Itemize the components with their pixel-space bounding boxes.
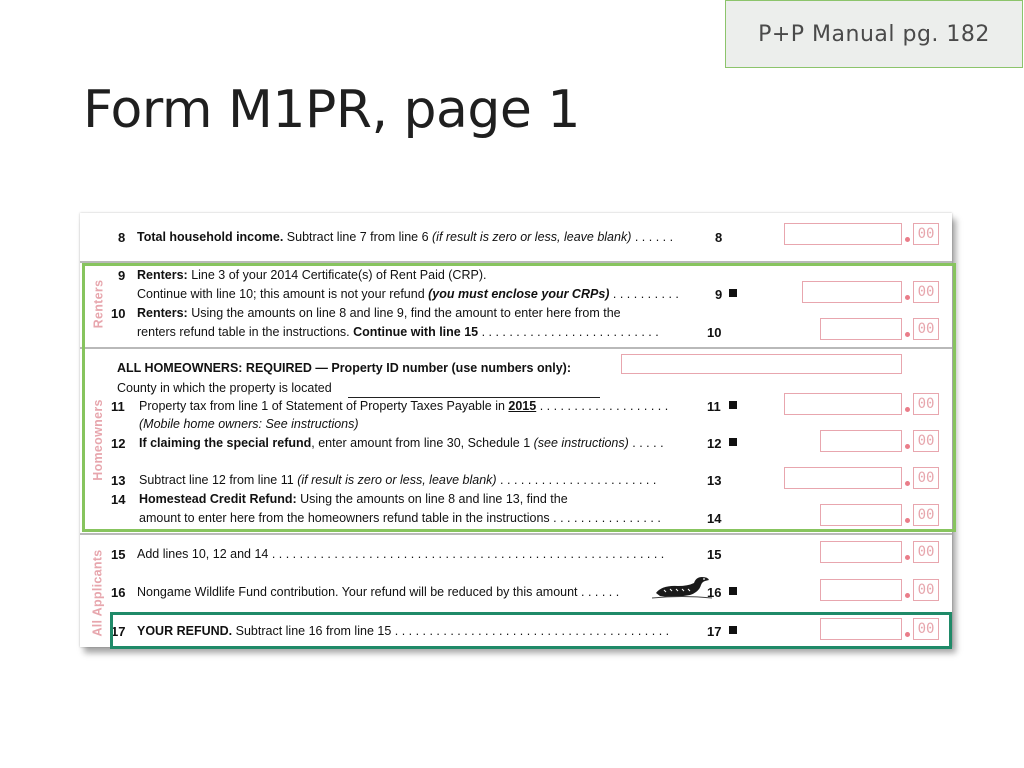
line-number: 17	[111, 624, 126, 639]
property-id-field[interactable]	[621, 354, 902, 374]
line-13-cents: 00	[913, 467, 939, 489]
line-10-text: Renters: Using the amounts on line 8 and line 9, find the amount to enter here from the	[137, 306, 621, 320]
line-ref-number: 16	[707, 585, 722, 600]
line-14-cents: 00	[913, 504, 939, 526]
slide-title: Form M1PR, page 1	[83, 80, 581, 140]
line-ref-number: 9	[715, 287, 723, 302]
line-ref-number: 15	[707, 547, 722, 562]
line-ref-number: 17	[707, 624, 722, 639]
line-13-text: Subtract line 12 from line 11 (if result is zero or less, leave blank) . . . . . . . . . . . . . . . . . . . . . . .	[139, 473, 657, 487]
decimal-point	[905, 555, 910, 560]
line-14-amount-field[interactable]	[820, 504, 902, 526]
decimal-point	[905, 444, 910, 449]
line-9-cents: 00	[913, 281, 939, 303]
line-13-amount-field[interactable]	[784, 467, 902, 489]
line-16-cents: 00	[913, 579, 939, 601]
line-16-text: Nongame Wildlife Fund contribution. Your refund will be reduced by this amount . . . . . .	[137, 585, 620, 599]
line-ref-number: 8	[715, 230, 723, 245]
line-number: 13	[111, 473, 126, 488]
line-ref-number: 14	[707, 511, 722, 526]
line-11-note: (Mobile home owners: See instructions)	[139, 417, 359, 431]
line-number: 14	[111, 492, 126, 507]
line-9-text: Renters: Line 3 of your 2014 Certificate(s) of Rent Paid (CRP).	[137, 268, 487, 282]
form-m1pr-excerpt	[80, 213, 952, 647]
section-divider	[80, 533, 952, 535]
line-number: 15	[111, 547, 126, 562]
manual-reference-label: P+P Manual pg. 182	[758, 21, 990, 47]
line-15-amount-field[interactable]	[820, 541, 902, 563]
line-16-amount-field[interactable]	[820, 579, 902, 601]
line-17-amount-field[interactable]	[820, 618, 902, 640]
section-divider	[80, 347, 952, 349]
decimal-point	[905, 632, 910, 637]
line-15-text: Add lines 10, 12 and 14 . . . . . . . . . . . . . . . . . . . . . . . . . . . . . . . . . . . . . . . . . . . . . . . . . . . . . . . . .	[137, 547, 665, 561]
section-divider	[80, 261, 952, 263]
line-ref-number: 10	[707, 325, 722, 340]
loon-icon	[652, 571, 712, 601]
manual-reference-box	[725, 0, 1023, 68]
required-marker-icon	[729, 438, 737, 446]
decimal-point	[905, 237, 910, 242]
line-number: 10	[111, 306, 126, 321]
county-label: County in which the property is located	[117, 381, 332, 395]
line-9-amount-field[interactable]	[802, 281, 902, 303]
decimal-point	[905, 518, 910, 523]
line-8-cents: 00	[913, 223, 939, 245]
line-number: 9	[118, 268, 126, 283]
line-number: 12	[111, 436, 126, 451]
line-ref-number: 13	[707, 473, 722, 488]
line-12-text: If claiming the special refund, enter amount from line 30, Schedule 1 (see instructions) . . . . .	[139, 436, 664, 450]
line-14-text-continued: amount to enter here from the homeowners refund table in the instructions . . . . . . . . . . . . . . . .	[139, 511, 661, 525]
line-14-text: Homestead Credit Refund: Using the amounts on line 8 and line 13, find the	[139, 492, 568, 506]
decimal-point	[905, 481, 910, 486]
decimal-point	[905, 295, 910, 300]
required-marker-icon	[729, 289, 737, 297]
line-11-cents: 00	[913, 393, 939, 415]
line-9-text-continued: Continue with line 10; this amount is not your refund (you must enclose your CRPs) . . . . . . . . . .	[137, 287, 679, 301]
required-marker-icon	[729, 587, 737, 595]
line-11-text: Property tax from line 1 of Statement of Property Taxes Payable in 2015 . . . . . . . . . . . . . . . . . . .	[139, 399, 669, 413]
line-number: 16	[111, 585, 126, 600]
line-8-text: Total household income. Subtract line 7 from line 6 (if result is zero or less, leave blank) . . . . . .	[137, 230, 674, 244]
decimal-point	[905, 332, 910, 337]
line-15-cents: 00	[913, 541, 939, 563]
line-10-cents: 00	[913, 318, 939, 340]
county-entry-line[interactable]	[348, 397, 600, 398]
line-12-amount-field[interactable]	[820, 430, 902, 452]
renters-side-label: Renters	[91, 279, 105, 329]
line-number: 11	[111, 399, 125, 414]
required-marker-icon	[729, 626, 737, 634]
line-10-text-continued: renters refund table in the instructions. Continue with line 15 . . . . . . . . . . . . . . . . . . . . . . . . . .	[137, 325, 659, 339]
required-marker-icon	[729, 401, 737, 409]
line-10-amount-field[interactable]	[820, 318, 902, 340]
line-number: 8	[118, 230, 126, 245]
line-8-amount-field[interactable]	[784, 223, 902, 245]
decimal-point	[905, 407, 910, 412]
line-17-cents: 00	[913, 618, 939, 640]
all-applicants-side-label: All Applicants	[91, 549, 105, 637]
line-11-amount-field[interactable]	[784, 393, 902, 415]
homeowners-side-label: Homeowners	[91, 399, 105, 481]
decimal-point	[905, 593, 910, 598]
line-17-text: YOUR REFUND. Subtract line 16 from line 15 . . . . . . . . . . . . . . . . . . . . . . . . . . . . . . . . . . . . . . . .	[137, 624, 670, 638]
line-ref-number: 11	[707, 399, 721, 414]
line-12-cents: 00	[913, 430, 939, 452]
homeowners-required-heading: ALL HOMEOWNERS: REQUIRED — Property ID number (use numbers only):	[117, 361, 571, 375]
line-ref-number: 12	[707, 436, 722, 451]
